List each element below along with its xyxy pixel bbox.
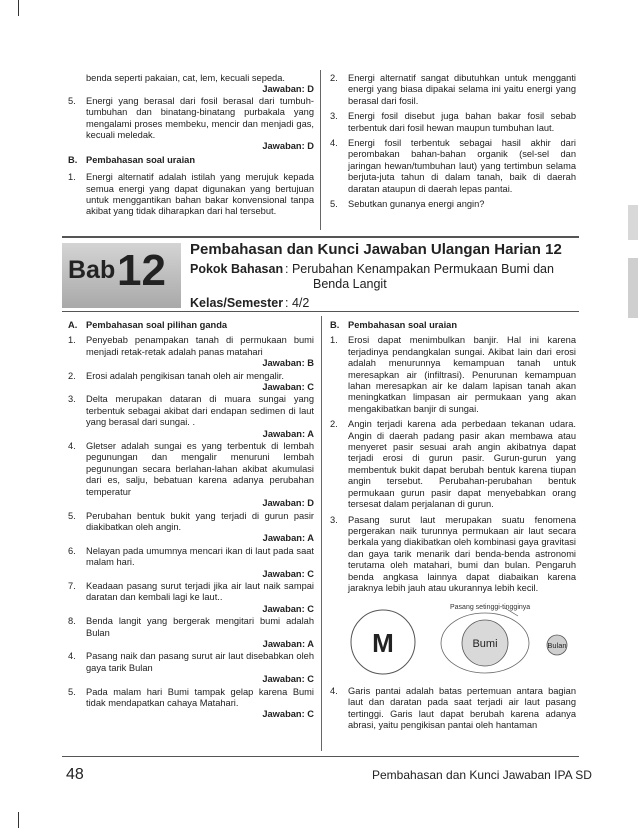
item-number: 1.: [330, 335, 338, 346]
side-tab: [628, 258, 638, 318]
section-heading: [330, 320, 576, 331]
earth-label: Bumi: [472, 638, 498, 650]
answer-label: Jawaban: D: [262, 141, 314, 152]
item-text: Benda langit yang bergerak mengitari bumi adalah Bulan: [86, 616, 314, 638]
item-number: 6.: [68, 545, 76, 556]
list-item: [68, 335, 314, 358]
item-text: Pada malam hari Bumi tampak gelap karena Bumi tidak mendapatkan cahaya Matahari.: [86, 686, 314, 708]
footer-rule: [62, 756, 579, 757]
continued-text: benda seperti pakaian, cat, lem, kecuali sepeda.: [86, 73, 285, 83]
answer-label: Jawaban: D: [262, 84, 314, 95]
item-text: Erosi dapat menimbulkan banjir. Hal ini karena terjadinya pendangkalan sungai. Akibat lain dari erosi adalah menurunnya kemampuan tanah untuk meresapkan air (infiltrasi). Penurunan kemampuan lahan meresapkan air ke dalam lapisan tanah akan meningkatkan limpasan air permukaan yang akan mengakibatkan banjir di sungai.: [348, 335, 576, 414]
answer-label: Jawaban: C: [262, 709, 314, 720]
section-heading: [68, 320, 314, 331]
item-number: 3.: [68, 394, 76, 405]
item-number: 2.: [68, 370, 76, 381]
list-item: [330, 111, 576, 134]
list-item: [68, 616, 314, 639]
pokok-value-line2: Benda Langit: [313, 277, 387, 291]
answer-label: Jawaban: D: [262, 498, 314, 509]
list-item: [330, 335, 576, 415]
list-item: [68, 371, 314, 382]
list-item: [330, 686, 576, 732]
answer-label: Jawaban: A: [262, 638, 314, 649]
item-text: Energi alternatif sangat dibutuhkan untuk mengganti energi yang biasa dipakai selama ini yaitu energi yang berasal dari fosil.: [348, 73, 576, 106]
side-tab: [628, 205, 638, 240]
crop-mark: [18, 0, 19, 16]
item-number: 8.: [68, 616, 76, 627]
large-body-label: M: [372, 628, 394, 658]
list-item: [330, 138, 576, 195]
chapter-word: Bab: [68, 256, 116, 284]
item-text: Energi yang berasal dari fosil berasal dari tumbuh-tumbuhan dan binatang-binatang purbakala yang mengalami proses membeku, mencir dan menjadi gas, kecuali meledak.: [86, 95, 314, 141]
pokok-label: Pokok Bahasan: [190, 262, 284, 276]
answer-label: Jawaban: C: [262, 603, 314, 614]
item-number: 7.: [68, 580, 76, 591]
item-number: 5.: [68, 95, 76, 106]
top-right-column: [330, 73, 576, 210]
section-title: Pembahasan soal uraian: [348, 320, 458, 330]
page-number: 48: [66, 766, 84, 783]
section-title: Pembahasan soal pilihan ganda: [86, 320, 228, 330]
item-number: 1.: [68, 172, 76, 183]
item-number: 1.: [68, 335, 76, 346]
item-number: 5.: [68, 686, 76, 697]
item-text: Energi fosil disebut juga bahan bakar fosil sebab terbentuk dari fosil hewan maupun tumbuhan laut.: [348, 111, 576, 133]
item-number: 4.: [68, 651, 76, 662]
item-text: Pasang surut laut merupakan suatu fenomena pergerakan naik turunnya permukaan air laut secara berkala yang diakibatkan oleh kombinasi gaya gravitasi dan gaya tarik menarik dari benda-benda astronomi terutama oleh matahari, bumi dan bulan. Pengaruh benda angkasa lainnya dapat diabaikan karena jaraknya lebih jauh atau ukurannya lebih kecil.: [348, 514, 576, 593]
section-b-item-4: [330, 686, 576, 732]
list-item: [68, 546, 314, 569]
item-number: 5.: [330, 199, 338, 210]
kelas-label: Kelas/Semester: [190, 296, 284, 310]
item-number: 2.: [330, 73, 338, 83]
header-rule: [62, 236, 579, 238]
item-number: 4.: [330, 138, 338, 149]
item-text: Energi fosil terbentuk sebagai hasil akhir dari perombakan bahan-bahan organik (sel-sel dan jaringan hewan/tumbuhan laut) yang tertimbun selama berjuta-juta tahun di dalam tanah, baik di daerah daratan ataupun di daerah lepas pantai.: [348, 138, 576, 194]
answer-label: Jawaban: C: [262, 382, 314, 393]
section-title: Pembahasan soal uraian: [86, 154, 196, 165]
item-number: 4.: [330, 686, 338, 696]
list-item: [68, 172, 314, 218]
running-title: Pembahasan dan Kunci Jawaban IPA SD: [372, 768, 592, 782]
list-item: [330, 73, 576, 107]
kelas-value: : 4/2: [285, 296, 310, 310]
tide-diagram: [340, 600, 580, 680]
column-divider: [320, 70, 321, 230]
section-a-column: [68, 320, 314, 721]
list-item: [330, 515, 576, 595]
answer-label: Jawaban: A: [262, 533, 314, 544]
list-item: [68, 581, 314, 604]
header-rule: [62, 311, 579, 312]
list-item: [68, 394, 314, 428]
column-divider: [321, 316, 322, 751]
item-text: Gletser adalah sungai es yang terbentuk di lembah pegunungan dan mengalir menuruni lembah pegunungan secara berlahan-lahan akibat akumulasi dari es, salju, bebatuan karena adanya perubahan temperatur: [86, 441, 314, 497]
section-b-column: [330, 320, 576, 594]
item-text: Energi alternatif adalah istilah yang merujuk kepada semua energi yang dapat digunakan yang bertujuan untuk menggantikan bahan bakar konvensional tanpa akibat yang tidak diharapkan dari hal tersebut.: [86, 172, 314, 217]
section-letter: B.: [330, 320, 340, 330]
item-text: Angin terjadi karena ada perbedaan tekanan udara. Angin di daerah padang pasir akan membawa atau menyeret pasir sesuai arah angin akibatnya dapat terjadi erosi di gurun pasir. Gurun-gurun yang membentuk bukit dapat berubah bentuk karena tiupan angin tersebut. Perubahan-perubahan bentuk permukaan gurun pasir dapat menyebabkan orang tersesat dalam perjalanan di gurun.: [348, 419, 576, 510]
chapter-number: 12: [117, 246, 166, 295]
item-text: Nelayan pada umumnya mencari ikan di laut pada saat malam hari.: [86, 545, 314, 568]
crop-mark: [18, 812, 19, 828]
diagram-caption: Pasang setinggi-tingginya: [450, 604, 531, 611]
top-left-column: [68, 73, 314, 218]
item-number: 3.: [330, 111, 338, 122]
item-text: Keadaan pasang surut terjadi jika air laut naik sampai daratan dan kembali lagi ke laut..: [86, 580, 314, 603]
item-text: Sebutkan gunanya energi angin?: [348, 199, 485, 210]
item-number: 2.: [330, 419, 338, 430]
answer-label: Jawaban: C: [262, 568, 314, 579]
pokok-value: : Perubahan Kenampakan Permukaan Bumi dan: [285, 262, 554, 276]
item-text: Pasang naik dan pasang surut air laut disebabkan oleh gaya tarik Bulan: [86, 651, 314, 673]
item-text: Garis pantai adalah batas pertemuan antara bagian laut dan daratan pada saat terjadi air laut pasang tertinggi. Garis laut dapat berubah karena adanya abrasi, yaitu pengikisan pantai oleh hantaman: [348, 686, 576, 731]
item-number: 5.: [68, 510, 76, 521]
answer-label: Jawaban: C: [262, 674, 314, 685]
item-text: Perubahan bentuk bukit yang terjadi di gurun pasir diakibatkan oleh angin.: [86, 510, 314, 532]
list-item: [68, 651, 314, 674]
list-item: [68, 96, 314, 142]
list-item: [330, 199, 576, 210]
item-text: Erosi adalah pengikisan tanah oleh air mengalir.: [86, 370, 284, 381]
list-item: [68, 687, 314, 710]
item-text: Penyebab penampakan tanah di permukaan bumi menjadi retak-retak adalah panas matahari: [86, 335, 314, 357]
item-text: Delta merupakan dataran di muara sungai yang terbentuk sebagai akibat dari endapan sedimen di laut yang berasal dari sungai. .: [86, 394, 314, 428]
section-letter: A.: [68, 320, 78, 330]
moon-label: Bulan: [547, 641, 567, 650]
item-number: 4.: [68, 441, 76, 452]
chapter-title: Pembahasan dan Kunci Jawaban Ulangan Harian 12: [190, 241, 562, 258]
list-item: [330, 419, 576, 510]
list-item: [68, 441, 314, 498]
item-number: 3.: [330, 514, 338, 525]
answer-label: Jawaban: A: [262, 428, 314, 439]
answer-label: Jawaban: B: [262, 358, 314, 369]
list-item: [68, 511, 314, 534]
section-heading: [68, 155, 314, 166]
section-letter: B.: [68, 154, 78, 165]
